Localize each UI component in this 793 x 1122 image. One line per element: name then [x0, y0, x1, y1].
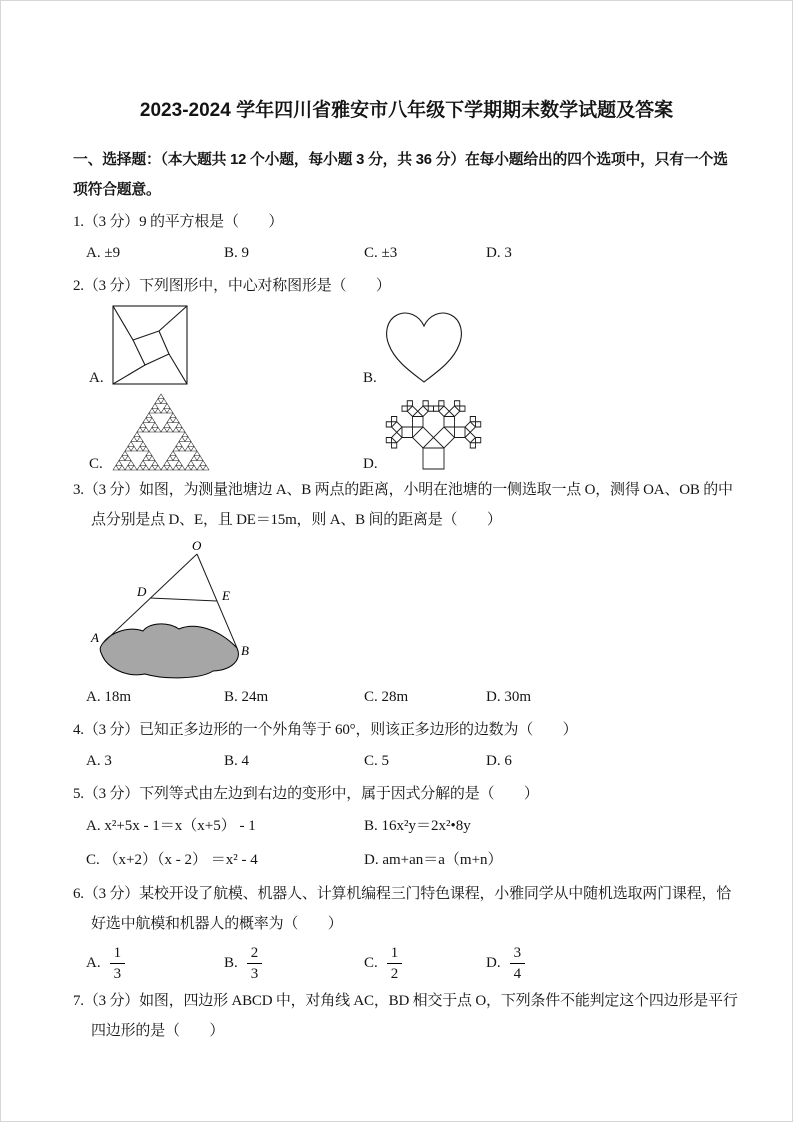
q3-option-c: C. 28m	[364, 689, 409, 705]
q3-point-d-label: D	[137, 584, 147, 599]
q1-options	[86, 237, 740, 269]
q4-option-a: A. 3	[86, 753, 112, 769]
q2-figure-a-label: A.	[89, 370, 104, 386]
page-title: 2023-2024 学年四川省雅安市八年级下学期期末数学试题及答案	[139, 100, 674, 121]
q5-option-b: B. 16x²y＝2x²•8y	[364, 818, 471, 834]
q6-option-a	[86, 943, 224, 984]
question-7-text: 7.（3 分）如图，四边形 ABCD 中，对角线 AC，BD 相交于点 O，下列条件不能判定这个四边形是平行四边形的是（ ）	[73, 993, 738, 1039]
q6-option-d-fraction	[510, 943, 526, 984]
q6-option-d	[486, 943, 740, 984]
q2-figure-d-cell	[363, 389, 740, 473]
question-6-text: 6.（3 分）某校开设了航模、机器人、计算机编程三门特色课程，小雅同学从中随机选取两门课程，恰好选中航模和机器人的概率为（ ）	[73, 886, 732, 932]
q5-option-d: D. am+an＝a（m+n）	[364, 852, 503, 868]
q1-option-d: D. 3	[486, 245, 512, 261]
q3-figure-wrap	[89, 539, 740, 679]
question-2-text: 2.（3 分）下列图形中，中心对称图形是（ ）	[73, 278, 391, 294]
q3-option-b: B. 24m	[224, 689, 269, 705]
q1-option-a: A. ±9	[86, 245, 121, 261]
q3-option-d: D. 30m	[486, 689, 531, 705]
q4-options	[86, 745, 740, 777]
pinwheel-square-figure	[111, 303, 189, 387]
fraction-denominator: 3	[113, 966, 122, 982]
q3-options	[86, 681, 740, 713]
pythagoras-tree-figure	[385, 389, 483, 473]
q6-option-a-fraction	[110, 943, 126, 984]
q3-point-e-label: E	[222, 588, 230, 603]
q6-option-b-fraction	[247, 943, 263, 984]
q1-option-c: C. ±3	[364, 245, 398, 261]
q5-option-a: A. x²+5x - 1＝x（x+5） - 1	[86, 818, 256, 834]
q2-figures	[89, 303, 740, 473]
q6-options	[86, 943, 740, 984]
fraction-numerator: 1	[110, 943, 126, 964]
q2-figure-a-cell	[89, 303, 363, 387]
q4-option-b: B. 4	[224, 753, 250, 769]
q3-point-o-label: O	[192, 539, 202, 553]
fraction-denominator: 2	[390, 966, 399, 982]
q2-figure-c-label: C.	[89, 456, 103, 472]
fraction-numerator: 1	[387, 943, 403, 964]
q6-option-c-fraction	[387, 943, 403, 984]
q3-point-a-label: A	[91, 630, 99, 645]
q3-option-a: A. 18m	[86, 689, 131, 705]
q6-option-a-label: A.	[86, 955, 101, 971]
q6-option-c-label: C.	[364, 955, 378, 971]
q4-option-d: D. 6	[486, 753, 512, 769]
question-4-text: 4.（3 分）已知正多边形的一个外角等于 60°，则该正多边形的边数为（ ）	[73, 722, 578, 738]
q6-option-c	[364, 943, 486, 984]
question-3-text: 3.（3 分）如图，为测量池塘边 A、B 两点的距离，小明在池塘的一侧选取一点 O，测得 OA、OB 的中点分别是点 D、E，且 DE＝15m，则 A、B 间的距离是（ ）	[73, 482, 733, 528]
q5-options	[86, 809, 740, 877]
q6-option-b-label: B.	[224, 955, 238, 971]
fraction-numerator: 3	[510, 943, 526, 964]
fraction-denominator: 3	[250, 966, 259, 982]
fraction-denominator: 4	[513, 966, 522, 982]
q2-figure-b-label: B.	[363, 370, 377, 386]
q2-figure-b-cell	[363, 303, 740, 387]
q6-option-b	[224, 943, 364, 984]
q5-option-c: C. （x+2）（x - 2） ＝x² - 4	[86, 852, 258, 868]
section-header: 一、选择题：（本大题共 12 个小题，每小题 3 分，共 36 分）在每小题给出的四个选项中，只有一个选项符合题意。	[73, 152, 728, 198]
q2-figure-d-label: D.	[363, 456, 378, 472]
pond-shape	[100, 624, 238, 678]
q1-option-b: B. 9	[224, 245, 250, 261]
pond-measurement-figure	[89, 539, 257, 679]
sierpinski-triangle-figure	[110, 391, 212, 473]
q6-option-d-label: D.	[486, 955, 501, 971]
q4-option-c: C. 5	[364, 753, 390, 769]
question-1-text: 1.（3 分）9 的平方根是（ ）	[73, 214, 284, 230]
content	[1, 1, 792, 1046]
question-5-text: 5.（3 分）下列等式由左边到右边的变形中，属于因式分解的是（ ）	[73, 786, 539, 802]
heart-figure	[384, 309, 464, 387]
q2-figure-c-cell	[89, 389, 363, 473]
q3-point-b-label: B	[241, 643, 249, 658]
fraction-numerator: 2	[247, 943, 263, 964]
